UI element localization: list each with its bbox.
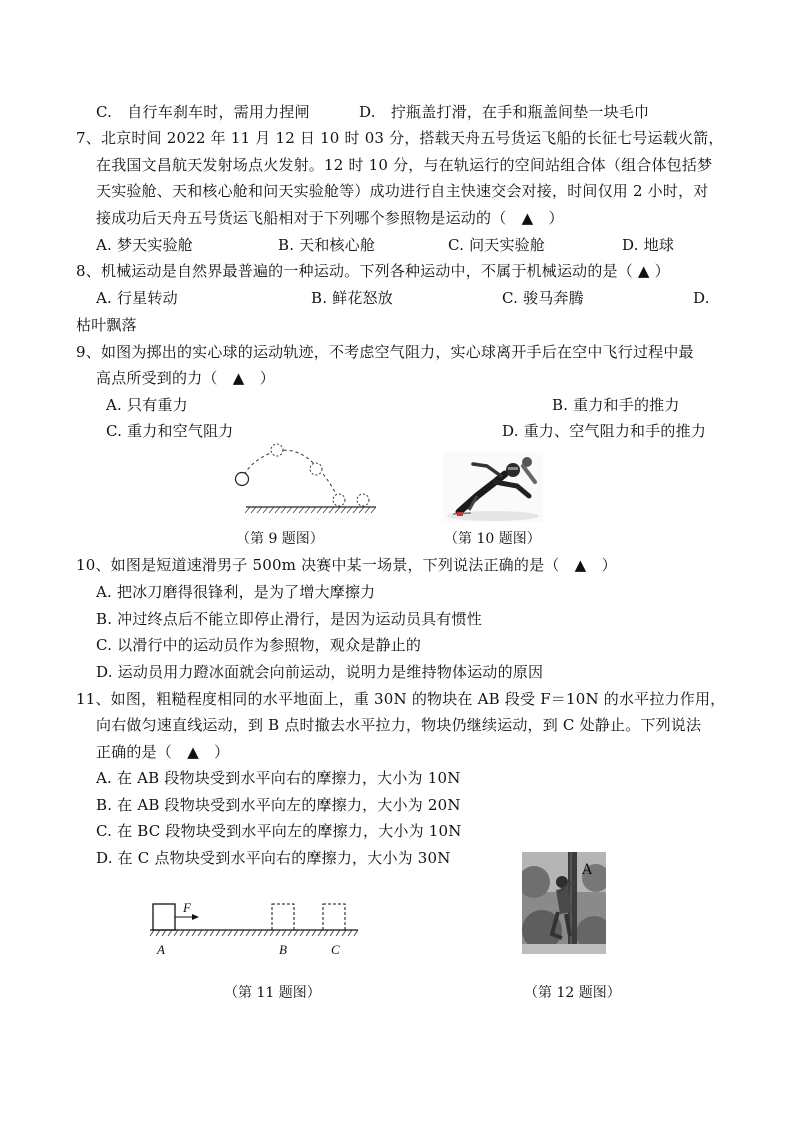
q10-stem: 10、如图是短道速滑男子 500m 决赛中某一场景，下列说法正确的是（ ▲ ） xyxy=(76,556,617,574)
q9-stem-line-2: 高点所受到的力（ ▲ ） xyxy=(96,369,275,387)
ball-start-icon xyxy=(236,473,249,486)
figure-10-speed-skater-photo xyxy=(443,452,543,522)
q7-option-c: C. 问天实验舱 xyxy=(448,236,546,254)
block-solid xyxy=(153,904,175,930)
q7-option-a: A. 梦天实验舱 xyxy=(96,236,193,254)
block-dashed-b xyxy=(272,904,294,930)
q7-stem-line-3: 天实验舱、天和核心舱和问天实验舱等）成功进行自主快速交会对接，时间仅用 2 小时，对 xyxy=(96,182,709,200)
figure-12-label-a: A xyxy=(582,862,593,878)
point-label-b: B xyxy=(279,942,287,957)
block-dashed-c xyxy=(323,904,345,930)
q8-stem: 8、机械运动是自然界最普遍的一种运动。下列各种运动中，不属于机械运动的是（ ▲ ） xyxy=(76,262,670,280)
q6-option-d: D. 拧瓶盖打滑，在手和瓶盖间垫一块毛巾 xyxy=(359,103,650,121)
q7-stem-line-1: 7、北京时间 2022 年 11 月 12 日 10 时 03 分，搭载天舟五号货运飞船的长征七号运载火箭， xyxy=(76,129,724,147)
figure-9-caption: （第 9 题图） xyxy=(236,531,324,547)
q9-option-c: C. 重力和空气阻力 xyxy=(106,422,234,440)
q11-stem-line-3: 正确的是（ ▲ ） xyxy=(96,743,230,761)
q6-option-c: C. 自行车刹车时，需用力捏闸 xyxy=(96,103,310,121)
q10-option-d: D. 运动员用力蹬冰面就会向前运动，说明力是维持物体运动的原因 xyxy=(96,663,544,681)
q9-option-a: A. 只有重力 xyxy=(106,396,188,414)
q9-option-b: B. 重力和手的推力 xyxy=(552,396,680,414)
q8-option-c: C. 骏马奔腾 xyxy=(502,289,584,307)
figure-9-ball-trajectory xyxy=(228,442,380,520)
q7-stem-line-2: 在我国文昌航天发射场点火发射。12 时 10 分，与在轨运行的空间站组合体（组合体包括梦 xyxy=(96,156,713,174)
q9-option-d: D. 重力、空气阻力和手的推力 xyxy=(502,422,707,440)
q11-stem-line-1: 11、如图，粗糙程度相同的水平地面上，重 30N 的物块在 AB 段受 F＝10N 的水平拉力作用， xyxy=(76,690,726,708)
q7-option-d: D. 地球 xyxy=(622,236,675,254)
figure-11-caption: （第 11 题图） xyxy=(224,985,321,1001)
q11-stem-line-2: 向右做匀速直线运动，到 B 点时撤去水平拉力，物块仍继续运动，到 C 处静止。下列说法 xyxy=(96,716,702,734)
q9-stem-line-1: 9、如图为掷出的实心球的运动轨迹，不考虑空气阻力，实心球离开手后在空中飞行过程中最 xyxy=(76,343,694,361)
q10-option-a: A. 把冰刀磨得很锋利，是为了增大摩擦力 xyxy=(96,583,376,601)
force-label-f: F xyxy=(183,900,191,915)
q8-option-d-text: 枯叶飘落 xyxy=(76,316,137,334)
q11-option-d: D. 在 C 点物块受到水平向右的摩擦力，大小为 30N xyxy=(96,849,451,867)
point-label-c: C xyxy=(331,942,340,957)
q11-option-a: A. 在 AB 段物块受到水平向右的摩擦力，大小为 10N xyxy=(96,769,461,787)
point-label-a: A xyxy=(157,942,165,957)
figure-11-block-diagram xyxy=(146,896,362,962)
q11-option-b: B. 在 AB 段物块受到水平向左的摩擦力，大小为 20N xyxy=(96,796,461,814)
q10-option-c: C. 以滑行中的运动员作为参照物，观众是静止的 xyxy=(96,636,422,654)
q8-option-b: B. 鲜花怒放 xyxy=(311,289,393,307)
q11-option-c: C. 在 BC 段物块受到水平向左的摩擦力，大小为 10N xyxy=(96,822,462,840)
q7-stem-line-4: 接成功后天舟五号货运飞船相对于下列哪个参照物是运动的（ ▲ ） xyxy=(96,209,564,227)
q8-option-d-prefix: D. xyxy=(693,289,710,307)
figure-12-caption: （第 12 题图） xyxy=(524,985,621,1001)
q8-option-a: A. 行星转动 xyxy=(96,289,178,307)
q10-option-b: B. 冲过终点后不能立即停止滑行，是因为运动员具有惯性 xyxy=(96,610,482,628)
figure-10-caption: （第 10 题图） xyxy=(444,531,541,547)
figure-12-pole-climber-photo xyxy=(522,852,606,954)
q7-option-b: B. 天和核心舱 xyxy=(278,236,376,254)
